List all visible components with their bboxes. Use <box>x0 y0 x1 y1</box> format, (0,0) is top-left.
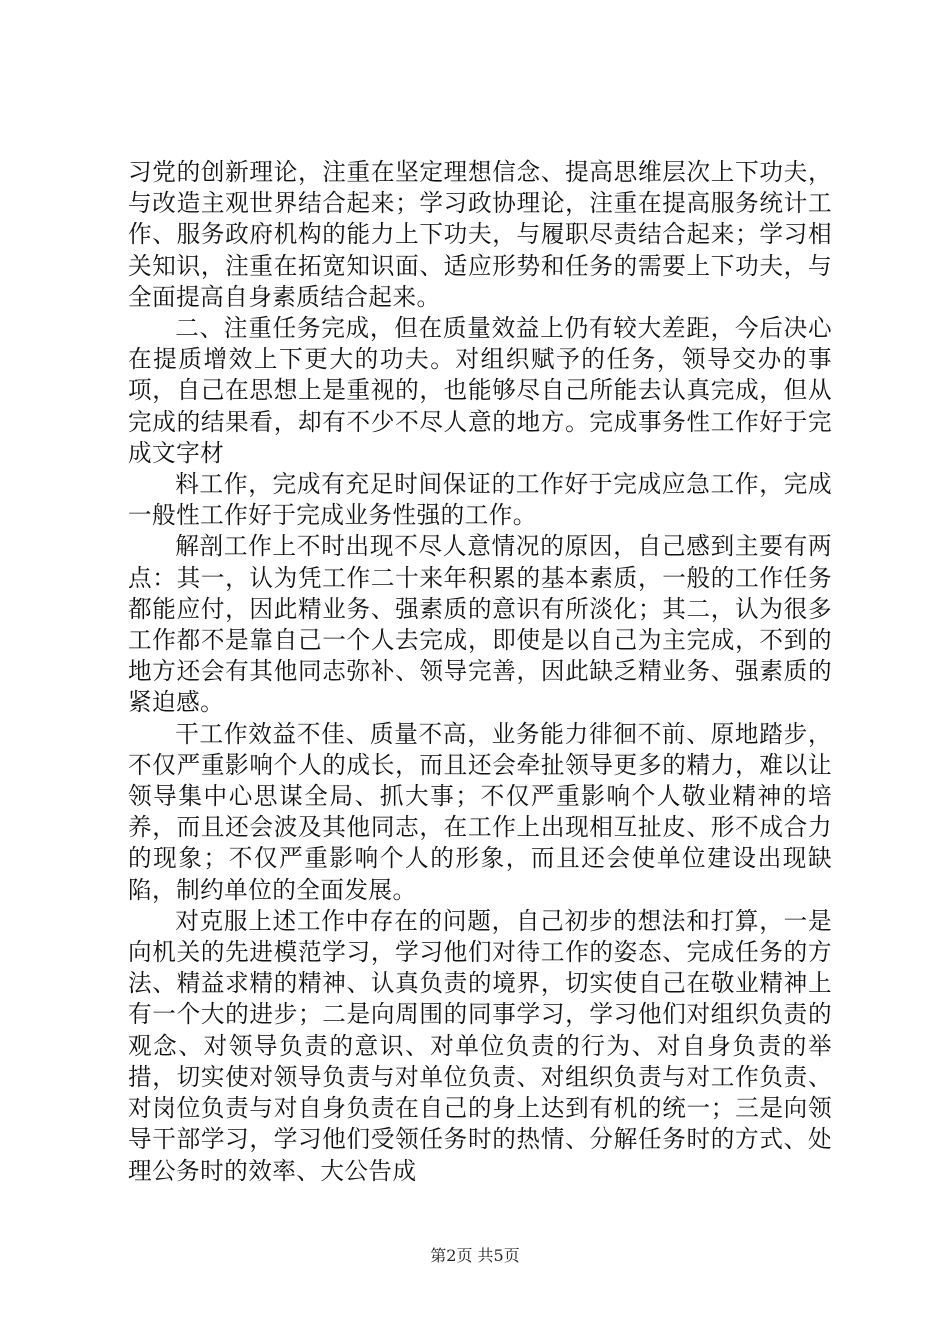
paragraph-6: 对克服上述工作中存在的问题，自己初步的想法和打算，一是向机关的先进模范学习，学习他们对待工作的姿态、完成任务的方法、精益求精的精神、认真负责的境界，切实使自己在敬业精神上有一个大的进步；二是向周围的同事学习，学习他们对组织负责的观念、对领导负责的意识、对单位负责的行为、对自身负责的举措，切实使对领导负责与对单位负责、对组织负责与对工作负责、对岗位负责与对自身负责在自己的身上达到有机的统一；三是向领导干部学习，学习他们受领任务时的热情、分解任务时的方式、处理公务时的效率、大公告成 <box>128 906 832 1185</box>
paragraph-2: 二、注重任务完成，但在质量效益上仍有较大差距，今后决心在提质增效上下更大的功夫。对组织赋予的任务，领导交办的事项，自己在思想上是重视的，也能够尽自己所能去认真完成，但从完成的结果看，却有不少不尽人意的地方。完成事务性工作好于完成文字材 <box>128 314 832 467</box>
paragraph-3: 料工作，完成有充足时间保证的工作好于完成应急工作，完成一般性工作好于完成业务性强的工作。 <box>128 470 832 530</box>
paragraph-1: 习党的创新理论，注重在坚定理想信念、提高思维层次上下功夫，与改造主观世界结合起来；学习政协理论，注重在提高服务统计工作、服务政府机构的能力上下功夫，与履职尽责结合起来；学习相关知识，注重在拓宽知识面、适应形势和任务的需要上下功夫，与全面提高自身素质结合起来。 <box>128 158 832 311</box>
document-body <box>128 157 832 1187</box>
paragraph-4: 解剖工作上不时出现不尽人意情况的原因，自己感到主要有两点：其一，认为凭工作二十来年积累的基本素质，一般的工作任务都能应付，因此精业务、强素质的意识有所淡化；其二，认为很多工作都不是靠自己一个人去完成，即使是以自己为主完成，不到的地方还会有其他同志弥补、领导完善，因此缺乏精业务、强素质的紧迫感。 <box>128 532 832 717</box>
paragraph-5: 干工作效益不佳、质量不高，业务能力徘徊不前、原地踏步，不仅严重影响个人的成长，而且还会牵扯领导更多的精力，难以让领导集中心思谋全局、抓大事；不仅严重影响个人敬业精神的培养，而且还会波及其他同志，在工作上出现相互扯皮、形不成合力的现象；不仅严重影响个人的形象，而且还会使单位建设出现缺陷，制约单位的全面发展。 <box>128 719 832 904</box>
page-number-footer: 第2页 共5页 <box>430 1246 520 1265</box>
